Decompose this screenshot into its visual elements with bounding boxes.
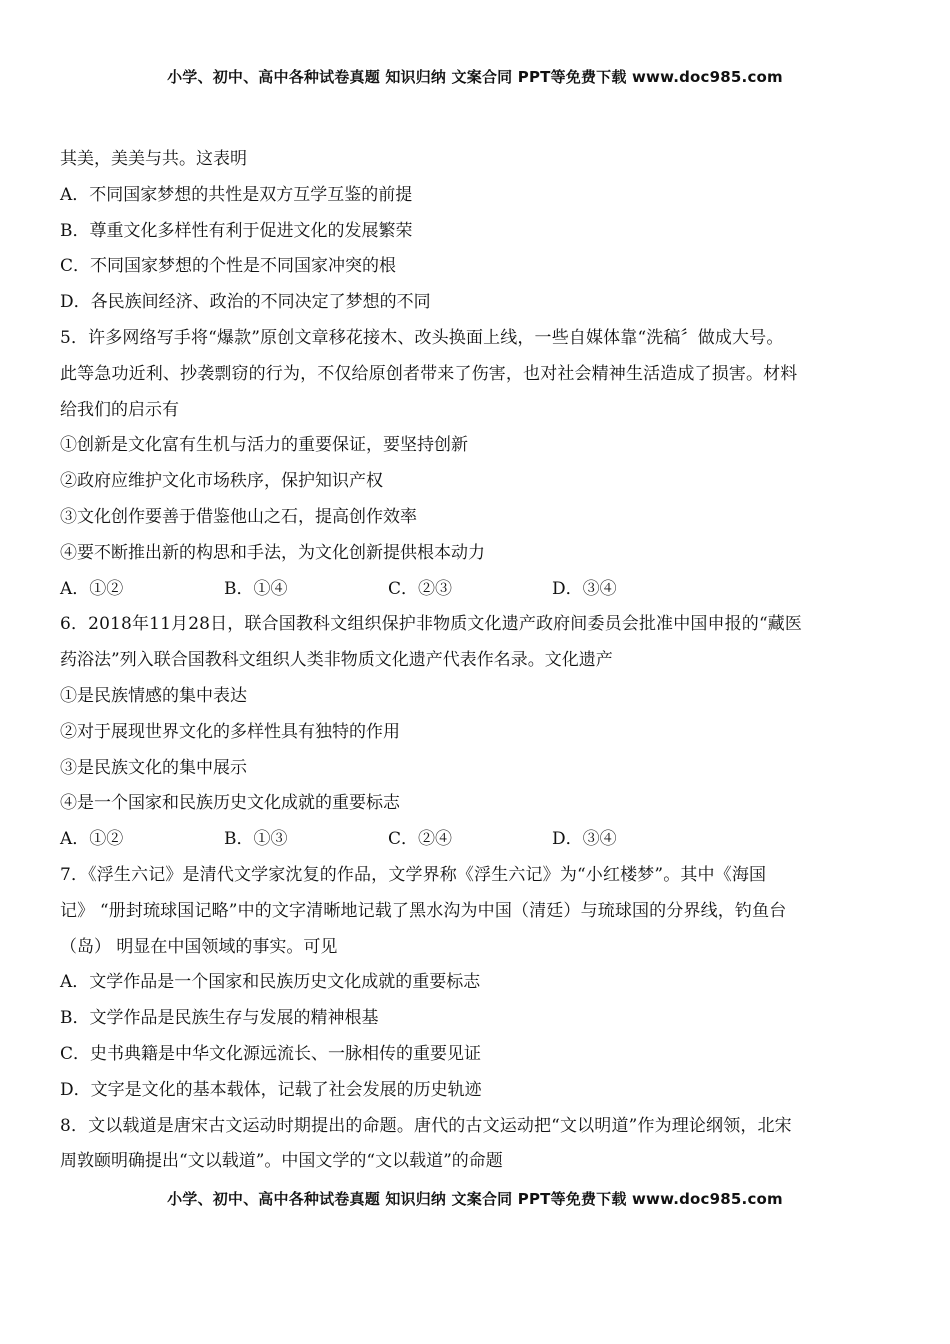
- question-7-line: 7．《浮生六记》是清代文学家沈复的作品，文学界称《浮生六记》为“小红楼梦”。其中《海国: [60, 864, 767, 885]
- option-d: D．③④: [552, 829, 617, 850]
- option-a: A．①②: [60, 578, 124, 599]
- option-line: A．文学作品是一个国家和民族历史文化成就的重要标志: [60, 972, 481, 993]
- option-line: B．尊重文化多样性有利于促进文化的发展繁荣: [60, 220, 413, 241]
- option-line: D．文字是文化的基本载体，记载了社会发展的历史轨迹: [60, 1079, 482, 1100]
- question-6-options: [60, 822, 894, 858]
- option-line: A．不同国家梦想的共性是双方互学互鉴的前提: [60, 184, 413, 205]
- question-5-line: 给我们的启示有: [60, 399, 179, 420]
- option-line: D．各民族间经济、政治的不同决定了梦想的不同: [60, 292, 431, 313]
- statement-line: ②政府应维护文化市场秩序，保护知识产权: [60, 471, 383, 492]
- question-5-line: 5．许多网络写手将“爆款”原创文章移花接木、改头换面上线，一些自媒体靠“洗稿〞做成大号。: [60, 327, 784, 348]
- option-a: A．①②: [60, 829, 124, 850]
- statement-line: ②对于展现世界文化的多样性具有独特的作用: [60, 721, 400, 742]
- statement-line: ①是民族情感的集中表达: [60, 685, 247, 706]
- option-line: B．文学作品是民族生存与发展的精神根基: [60, 1008, 379, 1029]
- question-5-line: 此等急功近利、抄袭剽窃的行为，不仅给原创者带来了伤害，也对社会精神生活造成了损害。材料: [60, 363, 798, 384]
- statement-line: ③是民族文化的集中展示: [60, 757, 247, 778]
- statement-line: ④要不断推出新的构思和手法，为文化创新提供根本动力: [60, 542, 485, 563]
- footer-banner: 小学、初中、高中各种试卷真题 知识归纳 文案合同 PPT等免费下载 www.doc985.com: [167, 1190, 783, 1208]
- document-body: [60, 142, 894, 1180]
- option-c: C．②③: [388, 578, 453, 599]
- option-line: C．史书典籍是中华文化源远流长、一脉相传的重要见证: [60, 1043, 482, 1064]
- question-7-line: 记》 “册封琉球国记略”中的文字清晰地记载了黑水沟为中国（清廷）与琉球国的分界线，钓鱼台: [60, 900, 787, 921]
- statement-line: ①创新是文化富有生机与活力的重要保证，要坚持创新: [60, 435, 468, 456]
- option-b: B．①③: [224, 829, 288, 850]
- question-6-line: 药浴法”列入联合国教科文组织人类非物质文化遗产代表作名录。文化遗产: [60, 650, 613, 671]
- option-d: D．③④: [552, 578, 617, 599]
- question-6-line: 6．2018年11月28日，联合国教科文组织保护非物质文化遗产政府间委员会批准中国申报的“藏医: [60, 614, 803, 635]
- statement-line: ③文化创作要善于借鉴他山之石，提高创作效率: [60, 506, 417, 527]
- question-5-options: [60, 572, 894, 608]
- option-line: C．不同国家梦想的个性是不同国家冲突的根: [60, 256, 397, 277]
- text-line: 其美，美美与共。这表明: [60, 149, 247, 169]
- option-b: B．①④: [224, 578, 288, 599]
- header-banner: 小学、初中、高中各种试卷真题 知识归纳 文案合同 PPT等免费下载 www.doc985.com: [167, 68, 783, 86]
- option-c: C．②④: [388, 829, 453, 850]
- question-7-line: （岛） 明显在中国领域的事实。可见: [60, 936, 338, 957]
- question-8-line: 周敦颐明确提出“文以载道”。中国文学的“文以载道”的命题: [60, 1151, 503, 1172]
- question-8-line: 8．文以载道是唐宋古文运动时期提出的命题。唐代的古文运动把“文以明道”作为理论纲领，北宋: [60, 1115, 792, 1136]
- statement-line: ④是一个国家和民族历史文化成就的重要标志: [60, 793, 400, 814]
